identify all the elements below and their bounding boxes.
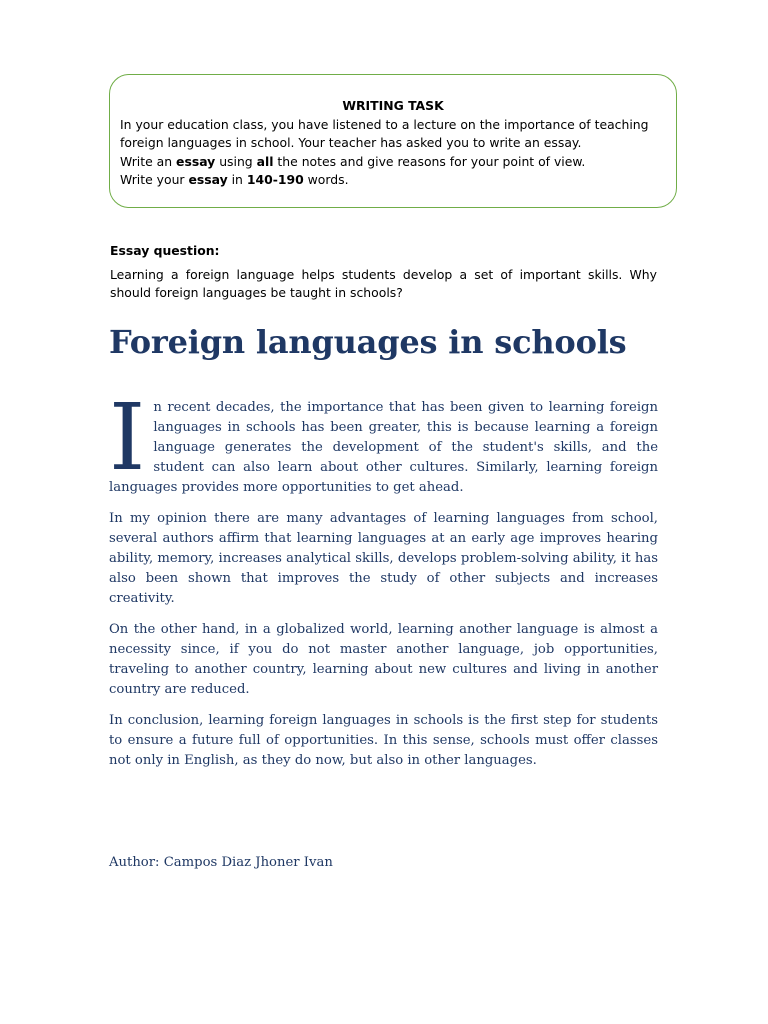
essay-question-label: Essay question: bbox=[110, 243, 220, 258]
task-line-4-post: words. bbox=[303, 172, 349, 187]
essay-paragraph-3: On the other hand, in a globalized world, learning another language is almost a necessity since, if you do not master another language, job opportunities, traveling to another country, learning about new cultures and living in another country are reduced. bbox=[109, 622, 658, 697]
task-line-3-essay: essay bbox=[176, 153, 216, 169]
task-line-3-pre: Write an bbox=[120, 153, 177, 169]
essay-body bbox=[109, 384, 658, 782]
author-line: Author: Campos Diaz Jhoner Ivan bbox=[109, 855, 333, 870]
essay-paragraph-1-text: n recent decades, the importance that has been given to learning foreign languages in schools has been greater, this is because learning a foreign language generates the development of the student's skills, and the student can also learn about other cultures. Similarly, learning foreign languages provides more opportunities to get ahead. bbox=[109, 400, 658, 495]
task-line-3-mid: using bbox=[215, 153, 257, 169]
essay-paragraph-2: In my opinion there are many advantages of learning languages from school, several authors affirm that learning languages at an early age improves hearing ability, memory, increases analytical skills, develops problem-solving ability, it has also been shown that improves the study of other subjects and increases creativity. bbox=[109, 511, 658, 606]
essay-paragraph-1 bbox=[109, 384, 658, 498]
task-line-4-essay: essay bbox=[188, 172, 228, 187]
essay-paragraph-4: In conclusion, learning foreign languages in schools is the first step for students to ensure a future full of opportunities. In this sense, schools must offer classes not only in English, as they do now, but also in other languages. bbox=[109, 713, 658, 768]
task-instruction-line-1: In your education class, you have listened to a lecture on the importance of teaching bbox=[120, 116, 649, 132]
writing-task-box bbox=[109, 74, 677, 208]
drop-cap-letter: I bbox=[109, 384, 146, 491]
task-line-3-post: the notes and give reasons for your point of view. bbox=[273, 153, 586, 169]
task-line-4-mid: in bbox=[227, 172, 247, 187]
task-instruction-line-2: foreign languages in school. Your teacher has asked you to write an essay. bbox=[120, 135, 582, 150]
writing-task-title: WRITING TASK bbox=[342, 98, 444, 113]
essay-question-text: Learning a foreign language helps students develop a set of important skills. Why should foreign languages be taught in schools? bbox=[110, 267, 657, 300]
task-line-3-all: all bbox=[256, 153, 274, 169]
task-instruction-line-3 bbox=[120, 153, 666, 172]
task-instruction-line-4 bbox=[120, 171, 666, 190]
task-line-4-pre: Write your bbox=[120, 172, 189, 187]
essay-title: Foreign languages in schools bbox=[109, 323, 627, 361]
task-line-4-word-count: 140-190 bbox=[246, 172, 304, 187]
